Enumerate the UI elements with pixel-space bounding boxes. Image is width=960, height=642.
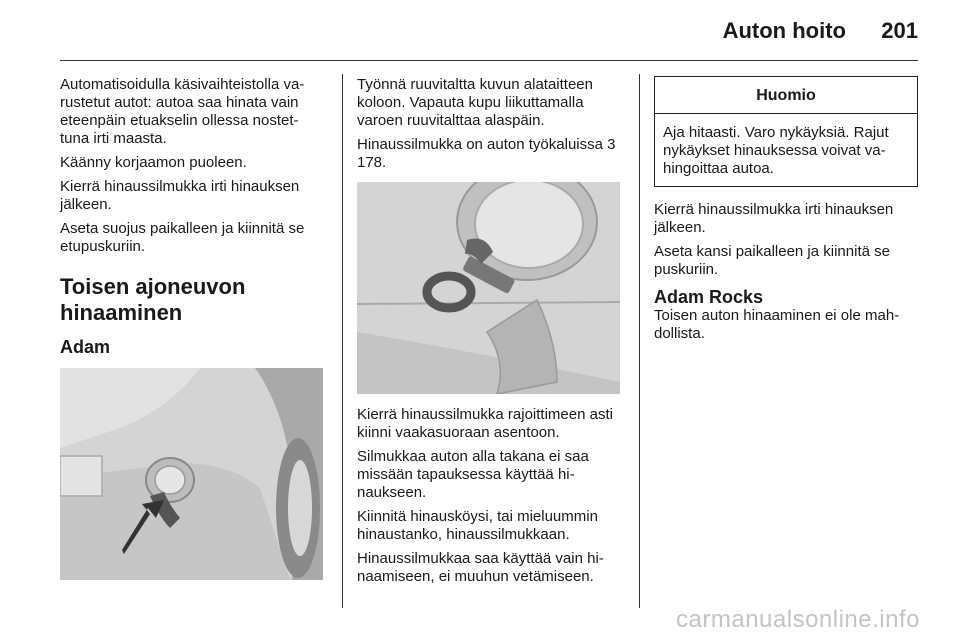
section-heading: Toisen ajoneuvon hinaaminen xyxy=(60,274,246,325)
subheading-adam: Adam xyxy=(60,337,111,357)
paragraph: Kierrä hinaussilmukka irti hinauksen jälkeen. xyxy=(654,201,894,236)
paragraph: Kierrä hinaussilmukka rajoittimeen asti kiinni vaakasuoraan asentoon. xyxy=(357,406,613,441)
note-box xyxy=(654,76,918,187)
column-divider-1 xyxy=(342,74,343,608)
page-header xyxy=(0,0,960,62)
watermark: carmanualsonline.info xyxy=(676,606,920,633)
paragraph: Hinaussilmukka on auton työkaluissa 3 178. xyxy=(357,136,616,171)
page-number: 201 xyxy=(881,18,918,43)
paragraph: Aseta kansi paikalleen ja kiinnitä se puskuriin. xyxy=(654,243,890,278)
paragraph: Toisen auton hinaaminen ei ole mah-dollista. xyxy=(654,307,900,342)
illustration-tow-eye-installed xyxy=(357,182,620,394)
column-2 xyxy=(357,76,625,592)
note-title: Huomio xyxy=(655,77,917,114)
header-divider xyxy=(60,60,918,61)
paragraph: Silmukkaa auton alla takana ei saa missään tapauksessa käyttää hi-naukseen. xyxy=(357,448,589,501)
column-3 xyxy=(654,76,920,349)
paragraph: Automatisoidulla käsivaihteistolla va-rustetut autot: autoa saa hinata vain eteenpäin etuakselin ollessa nostet-tuna irti maasta. xyxy=(60,76,305,147)
paragraph: Aseta suojus paikalleen ja kiinnitä se etupuskuriin. xyxy=(60,220,305,255)
paragraph: Työnnä ruuvitaltta kuvun alataitteen koloon. Vapauta kupu liikuttamalla varoen ruuvitalttaa alaspäin. xyxy=(357,76,593,129)
subheading-adam-rocks: Adam Rocks xyxy=(654,287,764,307)
column-1 xyxy=(60,76,326,580)
column-divider-2 xyxy=(639,74,640,608)
illustration-rear-bumper-tow-eye xyxy=(60,368,323,580)
page-title: Auton hoito xyxy=(722,18,846,43)
note-body: Aja hitaasti. Varo nykäyksiä. Rajut nykäykset hinauksessa voivat va-hingoittaa autoa. xyxy=(663,124,889,177)
paragraph: Kierrä hinaussilmukka irti hinauksen jälkeen. xyxy=(60,178,300,213)
paragraph: Käänny korjaamon puoleen. xyxy=(60,154,247,171)
paragraph: Hinaussilmukkaa saa käyttää vain hi-naamiseen, ei muuhun vetämiseen. xyxy=(357,550,604,585)
paragraph: Kiinnitä hinausköysi, tai mieluummin hinaustanko, hinaussilmukkaan. xyxy=(357,508,598,543)
